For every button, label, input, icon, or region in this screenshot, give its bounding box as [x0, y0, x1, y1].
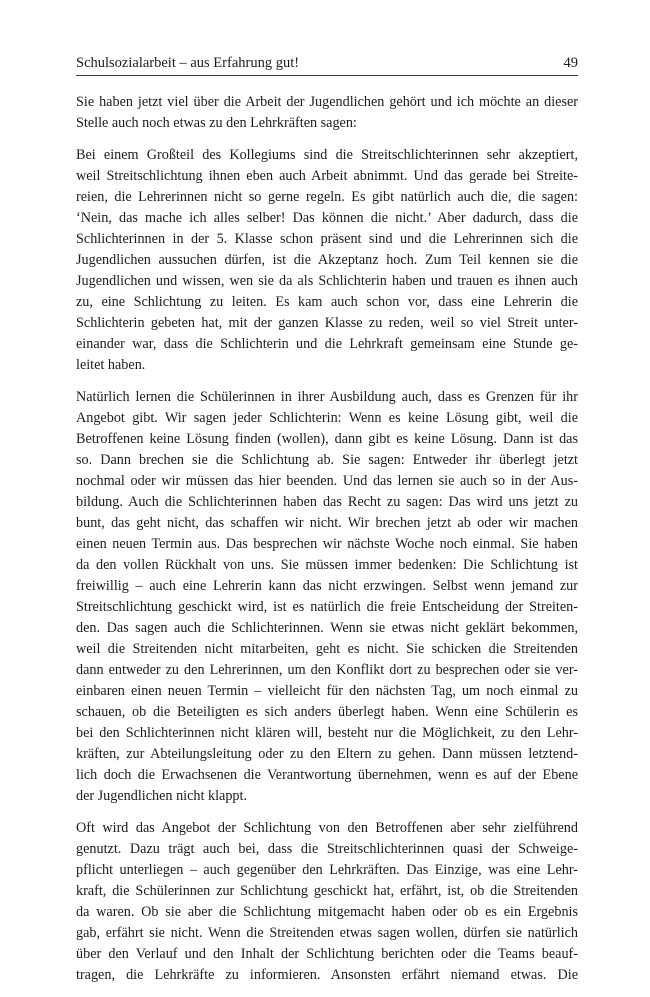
- body-text: [76, 92, 578, 986]
- text-line: tragen, die Lehrkräfte zu informieren. Ansonsten erfährt niemand etwas. Die: [76, 967, 578, 983]
- text-line: pflicht unterliegen – auch gegenüber den Lehrkräften. Das Einzige, was eine Lehr-: [76, 862, 578, 878]
- text-line: so. Dann brechen sie die Schlichtung ab. Sie sagen: Entweder ihr überlegt jetzt: [76, 452, 578, 468]
- text-line: da den vollen Rückhalt von uns. Sie müssen immer bedenken: Die Schlichtung ist: [76, 557, 578, 573]
- text-line: Angebot gibt. Wir sagen jeder Schlichterin: Wenn es keine Lösung gibt, weil die: [76, 410, 578, 426]
- text-line: Sie haben jetzt viel über die Arbeit der Jugendlichen gehört und ich möchte an dieser: [76, 94, 578, 110]
- text-line: der Jugendlichen nicht klappt.: [76, 788, 247, 804]
- text-line: einander war, dass die Schlichterin und die Lehrkraft gemeinsam eine Stunde ge-: [76, 336, 578, 352]
- text-line: Schlichterin gebeten hat, mit der ganzen Klasse zu reden, weil so viel Streit unter-: [76, 315, 578, 331]
- text-line: dann entweder zu den Lehrerinnen, um den Konflikt dort zu besprechen oder sie ver-: [76, 662, 578, 678]
- text-line: Schlichterinnen in der 5. Klasse schon präsent sind und die Lehrerinnen sich die: [76, 231, 578, 247]
- page-number: 49: [563, 55, 578, 71]
- text-line: bunt, das geht nicht, das schaffen wir nicht. Wir brechen jetzt ab oder wir machen: [76, 515, 578, 531]
- running-title: Schulsozialarbeit – aus Erfahrung gut!: [76, 55, 300, 71]
- text-line: über den Verlauf und den Inhalt der Schlichtung berichten oder die Teams beauf-: [76, 946, 578, 962]
- text-line: den. Das sagen auch die Schlichterinnen. Wenn sie etwas nicht geklärt bekommen,: [76, 620, 578, 636]
- text-line: da waren. Ob sie aber die Schlichtung mitgemacht haben oder ob es ein Ergebnis: [76, 904, 578, 920]
- text-line: bei den Schlichterinnen nicht klären will, besteht nur die Möglichkeit, zu den Lehr-: [76, 725, 578, 741]
- text-line: lich doch die Erwachsenen die Verantwortung übernehmen, wenn es auf der Ebene: [76, 767, 578, 783]
- text-line: weil die Streitenden nicht mitarbeiten, geht es nicht. Sie schicken die Streitenden: [76, 641, 578, 657]
- text-line: Betroffenen keine Lösung finden (wollen), dann gibt es keine Lösung. Dann ist das: [76, 431, 578, 447]
- running-header: [76, 54, 578, 76]
- text-line: Jugendlichen und wissen, wen sie da als Schlichterin haben und trauen es ihnen auch: [76, 273, 578, 289]
- text-line: kräften, zur Abteilungsleitung oder zu den Eltern zu gehen. Dann müssen letztend-: [76, 746, 578, 762]
- text-line: genutzt. Dazu trägt auch bei, dass die Streitschlichterinnen quasi der Schweige-: [76, 841, 578, 857]
- text-line: bildung. Auch die Schlichterinnen haben das Recht zu sagen: Das wird uns jetzt zu: [76, 494, 578, 510]
- text-line: Bei einem Großteil des Kollegiums sind die Streitschlichterinnen sehr akzeptiert,: [76, 147, 578, 163]
- text-line: Streitschlichtung geschickt wird, ist es natürlich die freie Entscheidung der Streiten-: [76, 599, 578, 615]
- text-line: kraft, die Schülerinnen zur Schlichtung geschickt hat, erfährt, ist, ob die Streitenden: [76, 883, 578, 899]
- text-line: Jugendlichen aussuchen dürfen, ist die Akzeptanz hoch. Zum Teil kennen sie die: [76, 252, 578, 268]
- text-line: ‘Nein, das mache ich alles selber! Das können die nicht.’ Aber dadurch, dass die: [76, 210, 578, 226]
- text-line: reien, die Lehrerinnen nicht so gerne regeln. Es gibt natürlich auch die, die sagen:: [76, 189, 578, 205]
- text-line: leitet haben.: [76, 357, 146, 373]
- paragraph: [76, 387, 578, 807]
- paragraph: [76, 92, 578, 134]
- paragraph: [76, 818, 578, 986]
- text-line: freiwillig – auch eine Lehrerin kann das nicht erzwingen. Selbst wenn jemand zur: [76, 578, 578, 594]
- text-line: Natürlich lernen die Schülerinnen in ihrer Ausbildung auch, dass es Grenzen für ihr: [76, 389, 578, 405]
- text-line: Oft wird das Angebot der Schlichtung von den Betroffenen aber sehr zielführend: [76, 820, 578, 836]
- paragraph: [76, 145, 578, 376]
- text-line: schauen, ob die Beteiligten es sich anders überlegt haben. Wenn eine Schülerin es: [76, 704, 578, 720]
- text-line: gab, erfährt sie nicht. Wenn die Streitenden etwas sagen wollen, dürfen sie natürlich: [76, 925, 578, 941]
- text-line: einen neuen Termin aus. Das besprechen wir nächste Woche noch einmal. Sie haben: [76, 536, 578, 552]
- text-line: nochmal oder wir müssen das hier beenden. Und das lernen sie auch so in der Aus-: [76, 473, 578, 489]
- book-page: [76, 54, 578, 997]
- text-line: Stelle auch noch etwas zu den Lehrkräften sagen:: [76, 115, 357, 131]
- text-line: einbaren einen neuen Termin – vielleicht für den nächsten Tag, um noch einmal zu: [76, 683, 578, 699]
- text-line: weil Streitschlichtung ihnen eben auch Arbeit abnimmt. Und das gerade bei Streite-: [76, 168, 578, 184]
- text-line: zu, eine Schlichtung zu leiten. Es kam auch schon vor, dass eine Lehrerin die: [76, 294, 578, 310]
